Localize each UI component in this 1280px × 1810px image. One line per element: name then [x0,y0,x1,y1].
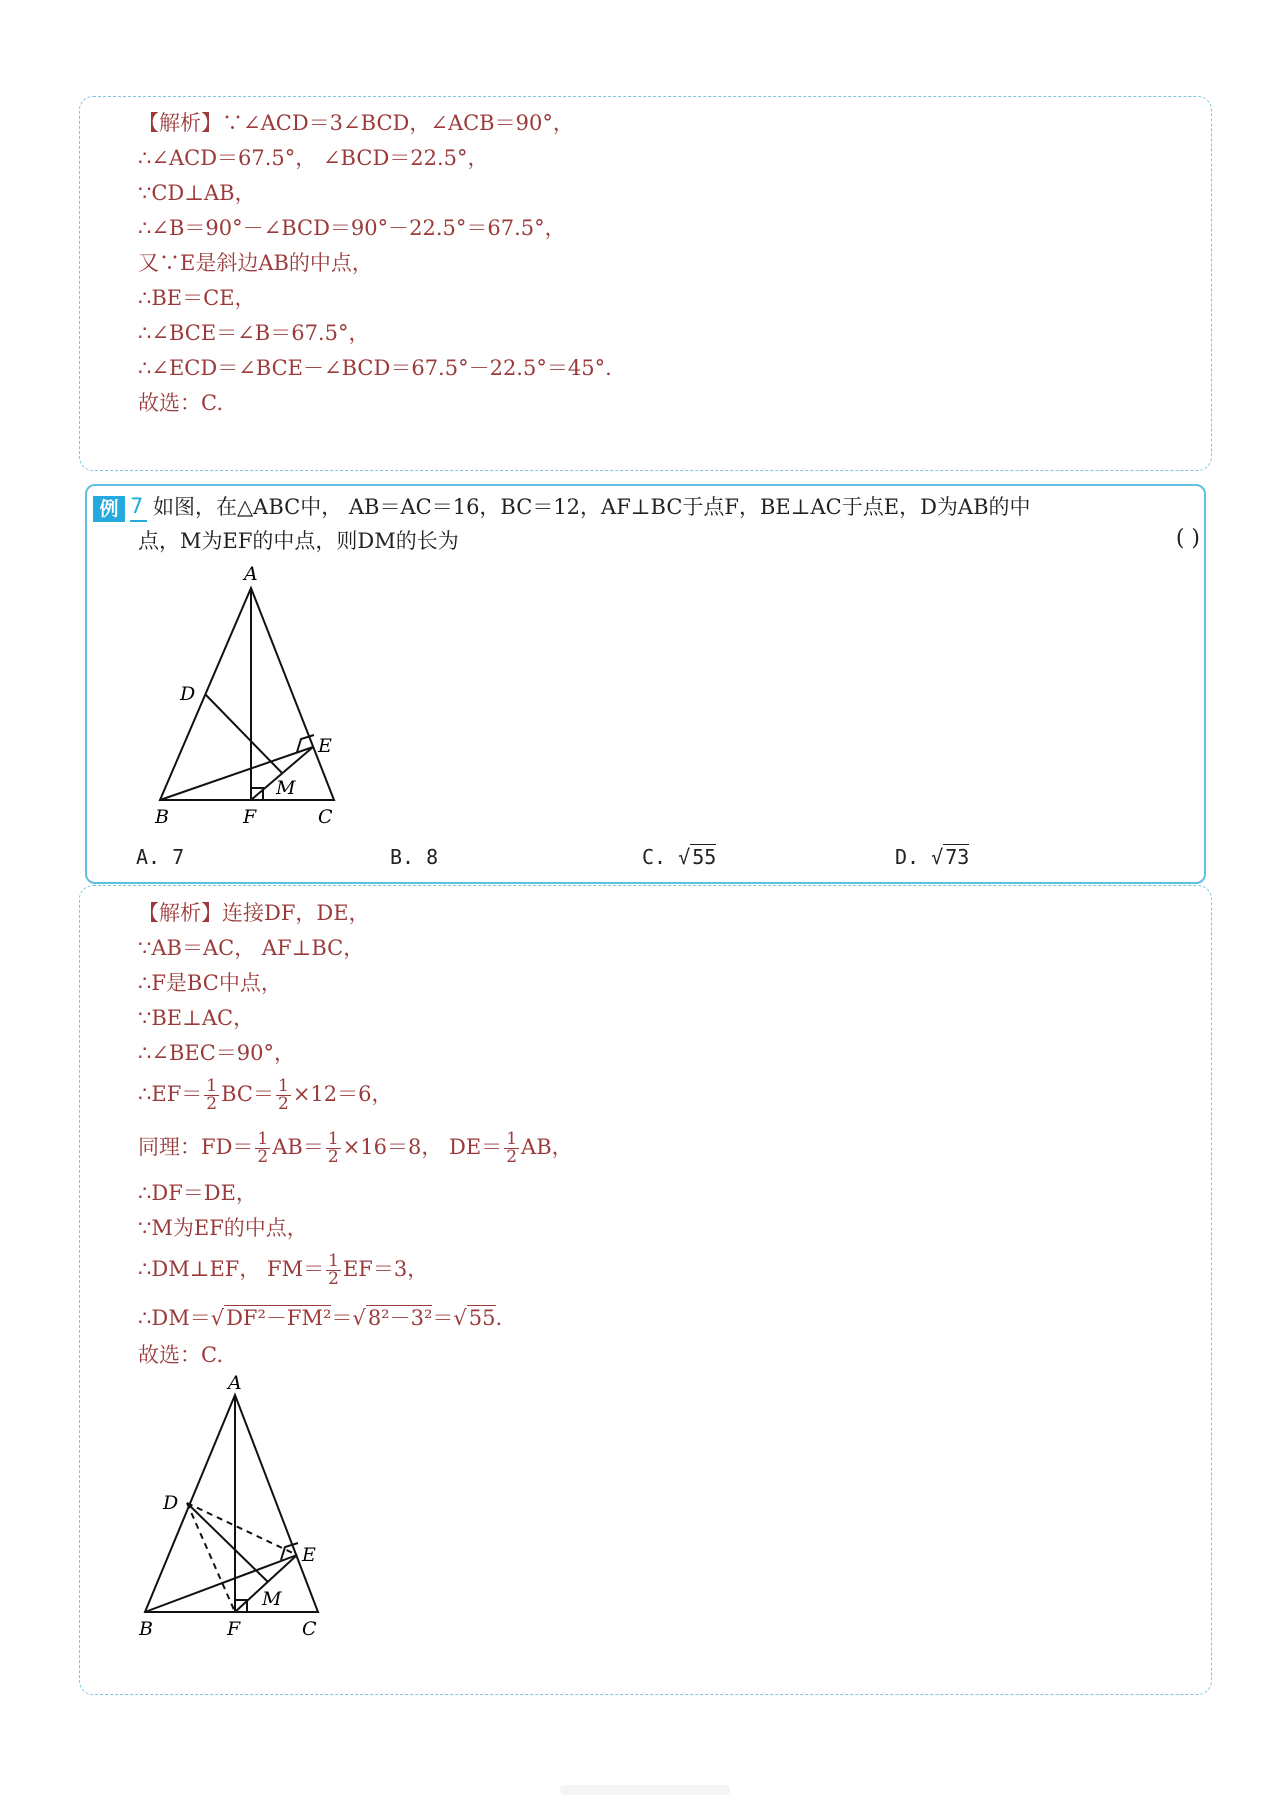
solution2-line-3: ∴F是BC中点， [138,971,282,995]
solution2-line-10 [138,1253,428,1288]
option-c-label: C. [642,845,667,869]
fraction-numerator: 1 [206,1076,218,1096]
sqrt-sign: √ [678,845,691,869]
label-d: D [180,683,196,705]
solution1-line-9: 故选：C. [138,391,223,415]
text-segment: . [495,1306,503,1330]
label-b: B [139,1618,153,1640]
fraction-half [326,1131,341,1166]
solution2-line-8: ∴DF＝DE， [138,1181,257,1205]
fraction-denominator: 2 [277,1094,289,1114]
label-c: C [318,806,333,828]
label-e: E [318,735,332,757]
solution2-line-2: ∵AB＝AC， AF⊥BC， [138,936,365,960]
label-b: B [155,806,169,828]
option-d-value: 73 [945,845,970,869]
solution1-line-8: ∴∠ECD＝∠BCE－∠BCD＝67.5°－22.5°＝45°. [138,356,612,380]
solution1-line-3: ∵CD⊥AB， [138,181,256,205]
option-a-label: A. [136,845,161,869]
option-a[interactable] [136,845,184,869]
question-figure [140,560,360,835]
example-tag: 例 [93,496,125,522]
option-d[interactable] [895,845,969,869]
sqrt-sign: √ [352,1306,366,1330]
solution2-line-5: ∴∠BEC＝90°， [138,1041,296,1065]
solution2-line-11 [138,1303,502,1333]
dashed-segment-df [187,1503,235,1612]
text-segment: BC＝ [221,1082,274,1106]
answer-parentheses: ( ) [1175,526,1200,551]
fraction-numerator: 1 [327,1129,339,1149]
sqrt-sign: √ [210,1306,225,1330]
text-segment: AB＝ [272,1135,324,1159]
radicand: 55 [468,1306,496,1330]
label-a: A [244,563,258,585]
text-segment: ＝ [432,1306,454,1330]
label-a: A [228,1375,242,1394]
fraction-numerator: 1 [506,1129,518,1149]
segment-dm [205,694,282,773]
label-m: M [262,1588,282,1610]
text-segment: ∴DM＝ [138,1306,211,1330]
fraction-numerator: 1 [277,1076,289,1096]
text-segment: 同理：FD＝ [138,1135,254,1159]
question-line-1: 如图，在△ABC中， AB＝AC＝16，BC＝12，AF⊥BC于点F，BE⊥AC于点E，D为AB的中 [153,495,1031,519]
solution2-line-1: 【解析】连接DF，DE， [138,901,370,925]
fraction-denominator: 2 [328,1269,339,1289]
option-c[interactable] [642,845,716,869]
label-e: E [302,1544,316,1566]
sqrt-sign: √ [931,845,944,869]
fraction-denominator: 2 [206,1094,218,1114]
text-segment: ＝ [331,1306,353,1330]
text-segment: AB， [521,1135,573,1159]
option-b-value: 8 [426,845,439,869]
fraction-half [326,1253,341,1288]
fraction-denominator: 2 [506,1147,518,1167]
footer-watermark [560,1785,730,1795]
text-segment: ∴EF＝ [138,1082,203,1106]
solution1-line-6: ∴BE＝CE， [138,286,256,310]
sqrt-sign: √ [453,1306,467,1330]
solution1-line-4: ∴∠B＝90°－∠BCD＝90°－22.5°＝67.5°， [138,216,566,240]
solution1-line-2: ∴∠ACD＝67.5°， ∠BCD＝22.5°， [138,146,489,170]
label-c: C [302,1618,317,1640]
solution1-line-5: 又∵E是斜边AB的中点， [138,251,373,275]
option-b[interactable] [390,845,438,869]
text-segment: ×16＝8， DE＝ [342,1135,503,1159]
fraction-half [255,1131,270,1166]
solution2-line-12: 故选：C. [138,1343,223,1367]
label-m: M [276,777,296,799]
text-segment: EF＝3， [342,1257,429,1281]
fraction-half [276,1078,291,1113]
solution2-line-7 [138,1131,573,1166]
fraction-denominator: 2 [257,1147,269,1167]
radicand: DF²－FM² [226,1306,332,1330]
fraction-half [204,1078,219,1113]
question-line-2: 点，M为EF的中点，则DM的长为 [138,529,459,553]
option-d-label: D. [895,845,920,869]
solution2-line-9: ∵M为EF的中点， [138,1216,308,1240]
text-segment: ∴DM⊥EF， FM＝ [138,1257,325,1281]
dashed-segment-de [187,1503,297,1555]
solution-figure [130,1375,350,1645]
solution2-line-6 [138,1078,393,1113]
fraction-numerator: 1 [328,1251,339,1271]
fraction-half [504,1131,519,1166]
option-a-value: 7 [172,845,185,869]
fraction-numerator: 1 [257,1129,269,1149]
fraction-denominator: 2 [327,1147,339,1167]
label-f: F [227,1618,241,1640]
solution2-line-4: ∵BE⊥AC， [138,1006,255,1030]
segment-dm [187,1503,268,1582]
label-d: D [163,1492,179,1514]
option-c-value: 55 [692,845,717,869]
radicand: 8²－3² [367,1306,433,1330]
text-segment: ×12＝6， [292,1082,393,1106]
solution1-line-1: 【解析】∵∠ACD＝3∠BCD，∠ACB＝90°， [138,111,574,135]
example-number: 7 [130,492,147,522]
option-b-label: B. [390,845,415,869]
solution1-line-7: ∴∠BCE＝∠B＝67.5°， [138,321,370,345]
label-f: F [243,806,257,828]
